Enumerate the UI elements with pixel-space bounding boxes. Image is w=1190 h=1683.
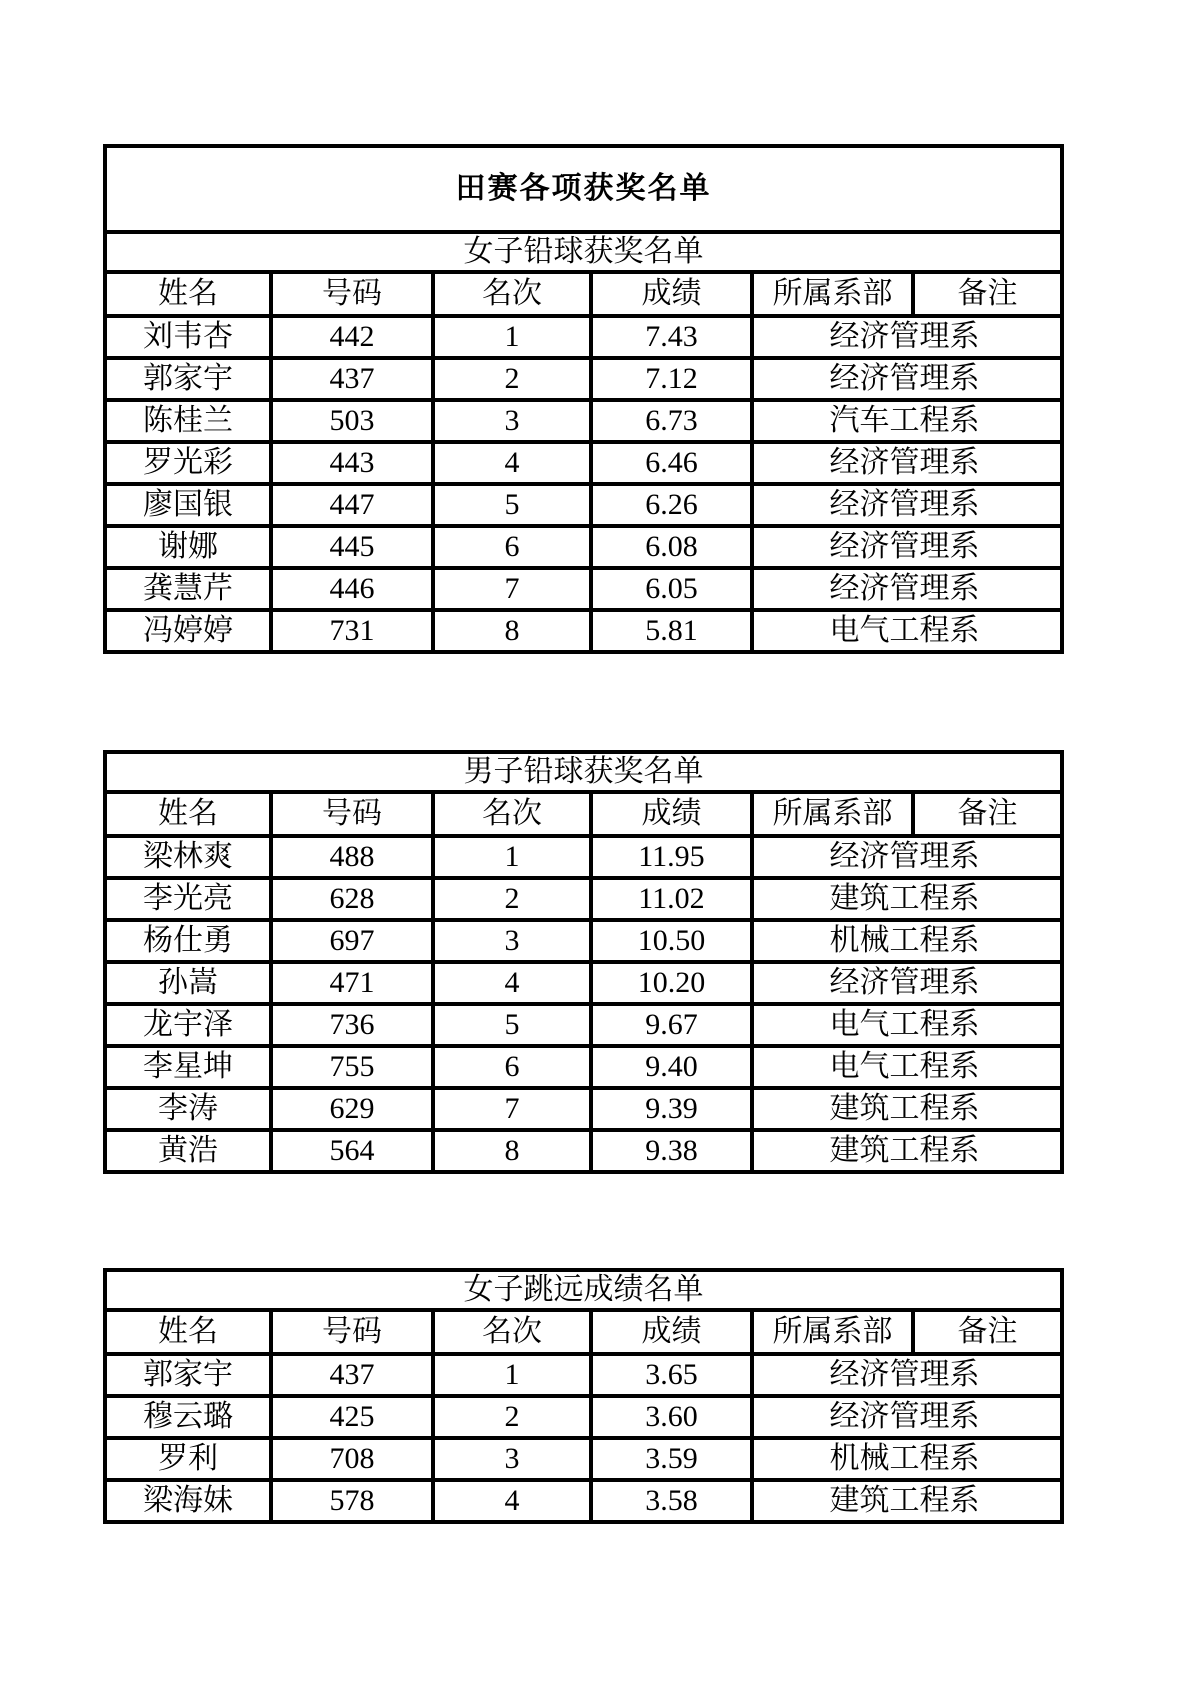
table-row (105, 1088, 1062, 1130)
column-header-rank: 名次 (433, 792, 591, 836)
rank-cell: 4 (433, 1480, 591, 1522)
table-row (105, 1354, 1062, 1396)
department-cell: 经济管理系 (752, 1396, 1062, 1438)
table-subtitle: 男子铅球获奖名单 (105, 752, 1062, 792)
table-row (105, 526, 1062, 568)
department-cell: 经济管理系 (752, 358, 1062, 400)
column-header-number: 号码 (271, 792, 433, 836)
rank-cell: 3 (433, 1438, 591, 1480)
department-cell: 经济管理系 (752, 836, 1062, 878)
number-cell: 442 (271, 316, 433, 358)
score-cell: 9.67 (591, 1004, 752, 1046)
column-header-name: 姓名 (105, 792, 271, 836)
table-row (105, 1130, 1062, 1172)
score-cell: 3.58 (591, 1480, 752, 1522)
table-row (105, 316, 1062, 358)
number-cell: 445 (271, 526, 433, 568)
name-cell: 龚慧芹 (105, 568, 271, 610)
department-cell: 建筑工程系 (752, 1130, 1062, 1172)
rank-cell: 4 (433, 442, 591, 484)
table-row (105, 484, 1062, 526)
table-subtitle-row (105, 1270, 1062, 1310)
number-cell: 697 (271, 920, 433, 962)
department-cell: 经济管理系 (752, 526, 1062, 568)
name-cell: 罗光彩 (105, 442, 271, 484)
number-cell: 425 (271, 1396, 433, 1438)
table-row (105, 400, 1062, 442)
number-cell: 731 (271, 610, 433, 652)
department-cell: 电气工程系 (752, 1004, 1062, 1046)
name-cell: 刘韦杏 (105, 316, 271, 358)
number-cell: 471 (271, 962, 433, 1004)
name-cell: 李星坤 (105, 1046, 271, 1088)
rank-cell: 1 (433, 1354, 591, 1396)
score-cell: 11.95 (591, 836, 752, 878)
table-row (105, 610, 1062, 652)
number-cell: 578 (271, 1480, 433, 1522)
table-row (105, 442, 1062, 484)
score-cell: 10.50 (591, 920, 752, 962)
table-row (105, 1004, 1062, 1046)
column-header-number: 号码 (271, 272, 433, 316)
score-cell: 6.26 (591, 484, 752, 526)
number-cell: 443 (271, 442, 433, 484)
column-header-row (105, 792, 1062, 836)
score-cell: 6.73 (591, 400, 752, 442)
award-table-women-long-jump (103, 1268, 1064, 1524)
name-cell: 廖国银 (105, 484, 271, 526)
score-cell: 3.59 (591, 1438, 752, 1480)
column-header-note: 备注 (913, 1310, 1062, 1354)
column-header-department: 所属系部 (752, 272, 913, 316)
rank-cell: 1 (433, 836, 591, 878)
name-cell: 罗利 (105, 1438, 271, 1480)
department-cell: 汽车工程系 (752, 400, 1062, 442)
number-cell: 736 (271, 1004, 433, 1046)
rank-cell: 6 (433, 526, 591, 568)
document-title-row (105, 146, 1062, 232)
column-header-row (105, 1310, 1062, 1354)
table-subtitle: 女子铅球获奖名单 (105, 232, 1062, 272)
department-cell: 经济管理系 (752, 484, 1062, 526)
column-header-score: 成绩 (591, 1310, 752, 1354)
column-header-number: 号码 (271, 1310, 433, 1354)
department-cell: 经济管理系 (752, 962, 1062, 1004)
name-cell: 杨仕勇 (105, 920, 271, 962)
name-cell: 谢娜 (105, 526, 271, 568)
number-cell: 437 (271, 1354, 433, 1396)
department-cell: 经济管理系 (752, 1354, 1062, 1396)
column-header-note: 备注 (913, 792, 1062, 836)
award-table-women-shot-put (103, 144, 1064, 654)
table-subtitle-row (105, 232, 1062, 272)
score-cell: 11.02 (591, 878, 752, 920)
name-cell: 孙嵩 (105, 962, 271, 1004)
table-row (105, 1396, 1062, 1438)
department-cell: 电气工程系 (752, 1046, 1062, 1088)
number-cell: 437 (271, 358, 433, 400)
rank-cell: 8 (433, 610, 591, 652)
number-cell: 446 (271, 568, 433, 610)
rank-cell: 7 (433, 1088, 591, 1130)
table-row (105, 920, 1062, 962)
department-cell: 电气工程系 (752, 610, 1062, 652)
rank-cell: 3 (433, 920, 591, 962)
name-cell: 郭家宇 (105, 1354, 271, 1396)
name-cell: 黄浩 (105, 1130, 271, 1172)
rank-cell: 8 (433, 1130, 591, 1172)
rank-cell: 4 (433, 962, 591, 1004)
score-cell: 6.05 (591, 568, 752, 610)
department-cell: 机械工程系 (752, 920, 1062, 962)
column-header-score: 成绩 (591, 272, 752, 316)
table-row (105, 1480, 1062, 1522)
table-row (105, 878, 1062, 920)
rank-cell: 2 (433, 1396, 591, 1438)
department-cell: 经济管理系 (752, 568, 1062, 610)
column-header-name: 姓名 (105, 272, 271, 316)
rank-cell: 1 (433, 316, 591, 358)
number-cell: 628 (271, 878, 433, 920)
number-cell: 629 (271, 1088, 433, 1130)
score-cell: 10.20 (591, 962, 752, 1004)
score-cell: 3.60 (591, 1396, 752, 1438)
score-cell: 6.46 (591, 442, 752, 484)
column-header-score: 成绩 (591, 792, 752, 836)
score-cell: 9.40 (591, 1046, 752, 1088)
name-cell: 郭家宇 (105, 358, 271, 400)
number-cell: 503 (271, 400, 433, 442)
column-header-rank: 名次 (433, 1310, 591, 1354)
table-row (105, 962, 1062, 1004)
award-table-men-shot-put (103, 750, 1064, 1174)
table-row (105, 836, 1062, 878)
name-cell: 龙宇泽 (105, 1004, 271, 1046)
name-cell: 李涛 (105, 1088, 271, 1130)
score-cell: 7.43 (591, 316, 752, 358)
table-subtitle-row (105, 752, 1062, 792)
name-cell: 穆云璐 (105, 1396, 271, 1438)
table-row (105, 568, 1062, 610)
department-cell: 经济管理系 (752, 442, 1062, 484)
column-header-note: 备注 (913, 272, 1062, 316)
table-subtitle: 女子跳远成绩名单 (105, 1270, 1062, 1310)
number-cell: 447 (271, 484, 433, 526)
score-cell: 9.39 (591, 1088, 752, 1130)
rank-cell: 3 (433, 400, 591, 442)
rank-cell: 2 (433, 878, 591, 920)
column-header-rank: 名次 (433, 272, 591, 316)
column-header-department: 所属系部 (752, 1310, 913, 1354)
name-cell: 冯婷婷 (105, 610, 271, 652)
department-cell: 建筑工程系 (752, 1088, 1062, 1130)
table-row (105, 358, 1062, 400)
column-header-row (105, 272, 1062, 316)
score-cell: 6.08 (591, 526, 752, 568)
number-cell: 488 (271, 836, 433, 878)
department-cell: 经济管理系 (752, 316, 1062, 358)
document-title: 田赛各项获奖名单 (105, 146, 1062, 232)
rank-cell: 5 (433, 484, 591, 526)
column-header-department: 所属系部 (752, 792, 913, 836)
name-cell: 李光亮 (105, 878, 271, 920)
score-cell: 5.81 (591, 610, 752, 652)
rank-cell: 2 (433, 358, 591, 400)
column-header-name: 姓名 (105, 1310, 271, 1354)
number-cell: 564 (271, 1130, 433, 1172)
number-cell: 708 (271, 1438, 433, 1480)
rank-cell: 5 (433, 1004, 591, 1046)
score-cell: 7.12 (591, 358, 752, 400)
department-cell: 机械工程系 (752, 1438, 1062, 1480)
score-cell: 9.38 (591, 1130, 752, 1172)
number-cell: 755 (271, 1046, 433, 1088)
department-cell: 建筑工程系 (752, 1480, 1062, 1522)
score-cell: 3.65 (591, 1354, 752, 1396)
table-row (105, 1438, 1062, 1480)
rank-cell: 6 (433, 1046, 591, 1088)
department-cell: 建筑工程系 (752, 878, 1062, 920)
table-row (105, 1046, 1062, 1088)
name-cell: 梁林爽 (105, 836, 271, 878)
name-cell: 梁海妹 (105, 1480, 271, 1522)
rank-cell: 7 (433, 568, 591, 610)
name-cell: 陈桂兰 (105, 400, 271, 442)
